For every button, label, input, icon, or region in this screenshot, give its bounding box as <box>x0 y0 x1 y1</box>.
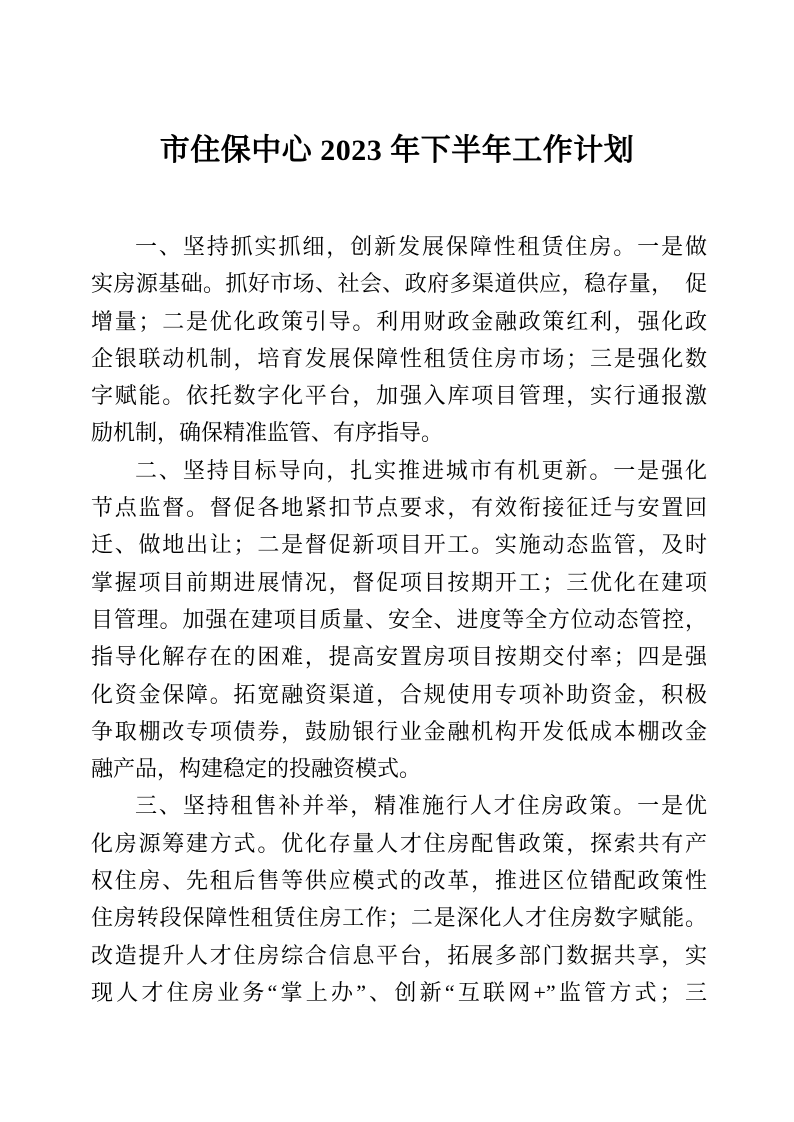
paragraph-3 <box>91 787 707 1011</box>
text-line: 指导化解存在的困难，提高安置房项目按期交付率；四是强 <box>91 644 707 670</box>
text-line: 三、坚持租售补并举，精准施行人才住房政策。一是优 <box>135 793 707 819</box>
text-line: 企银联动机制，培育发展保障性租赁住房市场；三是强化数 <box>91 345 707 371</box>
paragraph-2 <box>91 452 707 788</box>
text-line: 化资金保障。拓宽融资渠道，合规使用专项补助资金，积极 <box>91 681 707 707</box>
text-line: 改造提升人才住房综合信息平台，拓展多部门数据共享，实 <box>91 942 707 968</box>
document-title: 市住保中心 2023 年下半年工作计划 <box>159 134 635 167</box>
text-line: 字赋能。依托数字化平台，加强入库项目管理，实行通报激 <box>91 383 707 409</box>
text-line: 权住房、先租后售等供应模式的改革，推进区位错配政策性 <box>91 868 707 894</box>
text-line: 二、坚持目标导向，扎实推进城市有机更新。一是强化 <box>135 457 707 483</box>
paragraph-1 <box>91 228 707 452</box>
text-line: 现人才住房业务“掌上办”、创新“互联网+”监管方式；三 <box>91 979 707 1005</box>
text-line: 增量；二是优化政策引导。利用财政金融政策红利，强化政 <box>91 308 707 334</box>
text-line: 融产品，构建稳定的投融资模式。 <box>91 756 422 782</box>
document-body <box>91 228 707 1011</box>
text-line: 励机制，确保精准监管、有序指导。 <box>91 420 444 446</box>
text-line: 住房转段保障性租赁住房工作；二是深化人才住房数字赋能。 <box>91 905 707 931</box>
text-line: 掌握项目前期进展情况，督促项目按期开工；三优化在建项 <box>91 569 707 595</box>
text-line: 化房源筹建方式。优化存量人才住房配售政策，探索共有产 <box>91 830 707 856</box>
text-line: 一、坚持抓实抓细，创新发展保障性租赁住房。一是做 <box>135 234 707 259</box>
text-line: 实房源基础。抓好市场、社会、政府多渠道供应，稳存量， 促 <box>91 271 707 297</box>
text-line: 目管理。加强在建项目质量、安全、进度等全方位动态管控， <box>91 606 707 632</box>
text-line: 节点监督。督促各地紧扣节点要求，有效衔接征迁与安置回 <box>91 495 707 521</box>
text-line: 争取棚改专项债券，鼓励银行业金融机构开发低成本棚改金 <box>91 718 707 744</box>
text-line: 迁、做地出让；二是督促新项目开工。实施动态监管，及时 <box>91 532 707 558</box>
